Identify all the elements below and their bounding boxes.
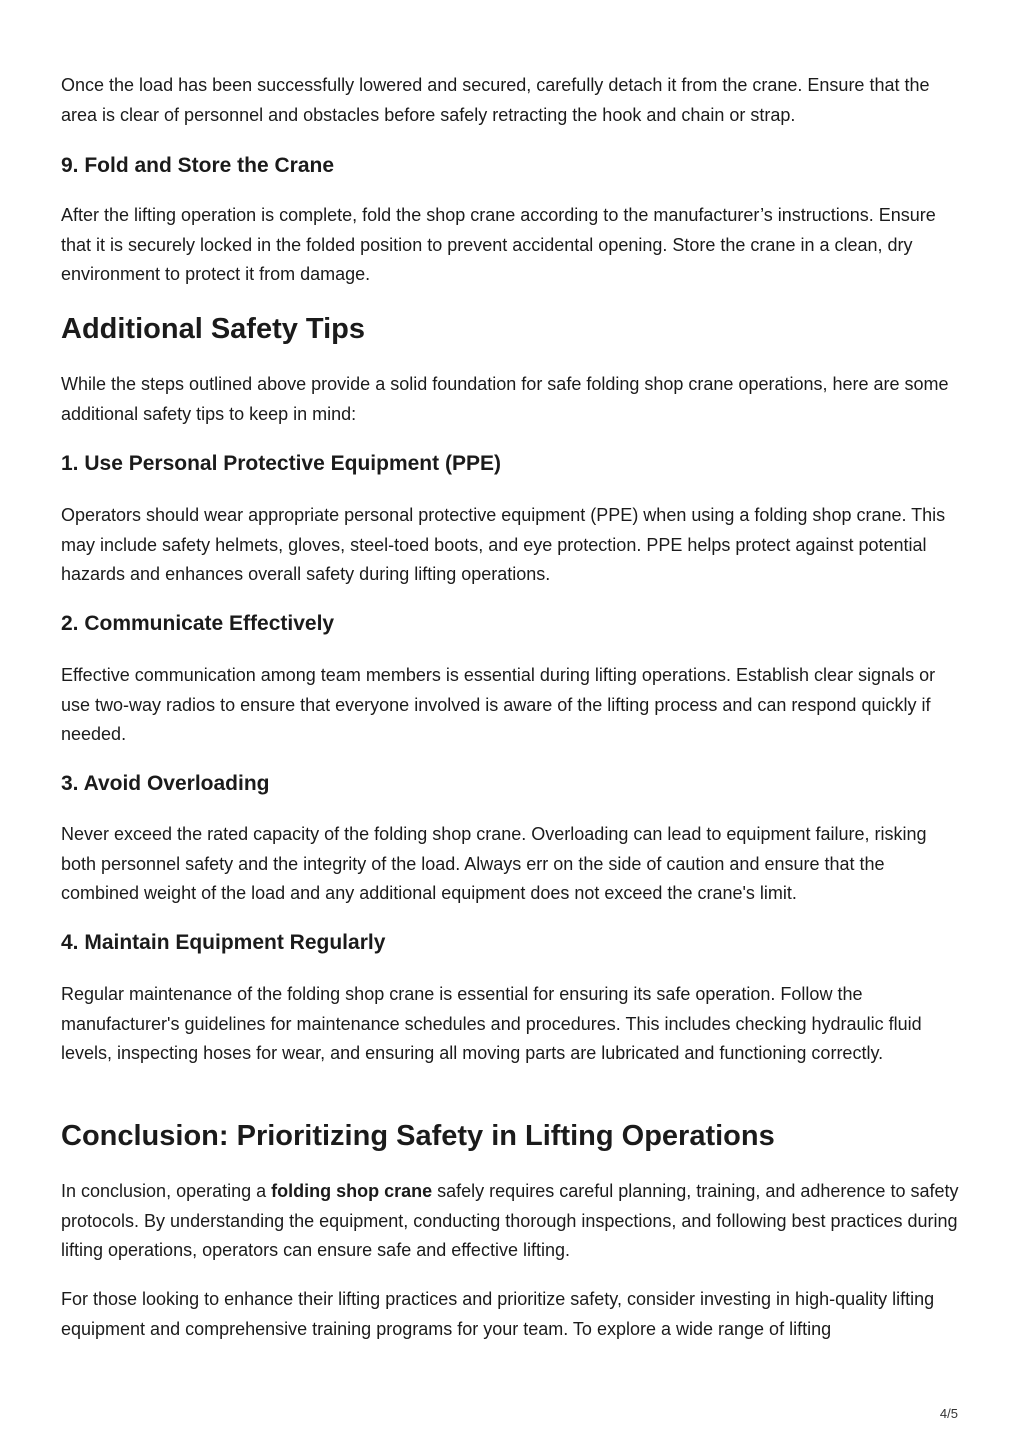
paragraph-final: For those looking to enhance their lifting practices and prioritize safety, consider investing in high-quality lifting equipment and comprehensive training programs for your team. To explore a wide range of lifting xyxy=(61,1289,935,1339)
paragraph-conclusion xyxy=(61,1177,966,1266)
paragraph-additional-intro: While the steps outlined above provide a solid foundation for safe folding shop crane operations, here are some additional safety tips to keep in mind: xyxy=(61,374,949,424)
conclusion-text-start: In conclusion, operating a xyxy=(61,1181,272,1201)
heading-additional-safety-tips: Additional Safety Tips xyxy=(61,313,366,345)
paragraph-detach: Once the load has been successfully lowered and secured, carefully detach it from the crane. Ensure that the area is clear of personnel and obstacles before safely retracting the hook and chain or strap. xyxy=(61,75,930,125)
heading-ppe: 1. Use Personal Protective Equipment (PPE) xyxy=(61,452,501,475)
heading-fold-store: 9. Fold and Store the Crane xyxy=(61,154,335,177)
paragraph-overloading: Never exceed the rated capacity of the folding shop crane. Overloading can lead to equipment failure, risking both personnel safety and the integrity of the load. Always err on the side of caution and ensure that the combined weight of the load and any additional equipment does not exceed the crane's limit. xyxy=(61,824,927,903)
page-number: 4/5 xyxy=(939,1406,958,1421)
heading-overloading: 3. Avoid Overloading xyxy=(61,772,270,795)
paragraph-maintain: Regular maintenance of the folding shop crane is essential for ensuring its safe operation. Follow the manufacturer's guidelines for maintenance schedules and procedures. This includes checking hydraulic fluid levels, inspecting hoses for wear, and ensuring all moving parts are lubricated and functioning correctly. xyxy=(61,984,922,1063)
paragraph-ppe: Operators should wear appropriate personal protective equipment (PPE) when using a folding shop crane. This may include safety helmets, gloves, steel-toed boots, and eye protection. PPE helps protect against potential hazards and enhances overall safety during lifting operations. xyxy=(61,505,946,584)
conclusion-bold-keyword: folding shop crane xyxy=(271,1181,433,1201)
heading-communicate: 2. Communicate Effectively xyxy=(61,612,335,635)
paragraph-fold-store: After the lifting operation is complete, fold the shop crane according to the manufacturer’s instructions. Ensure that it is securely locked in the folded position to prevent accidental opening. Store the crane in a clean, dry environment to protect it from damage. xyxy=(61,205,936,284)
conclusion-text-end: safely requires careful planning, training, and adherence to safety protocols. By understanding the equipment, conducting thorough inspections, and following best practices during lifting operations, operators can ensure safe and effective lifting. xyxy=(61,1181,959,1260)
paragraph-communicate: Effective communication among team members is essential during lifting operations. Establish clear signals or use two-way radios to ensure that everyone involved is aware of the lifting process and can respond quickly if needed. xyxy=(61,665,936,744)
heading-maintain: 4. Maintain Equipment Regularly xyxy=(61,931,386,954)
heading-conclusion: Conclusion: Prioritizing Safety in Lifting Operations xyxy=(61,1120,775,1152)
